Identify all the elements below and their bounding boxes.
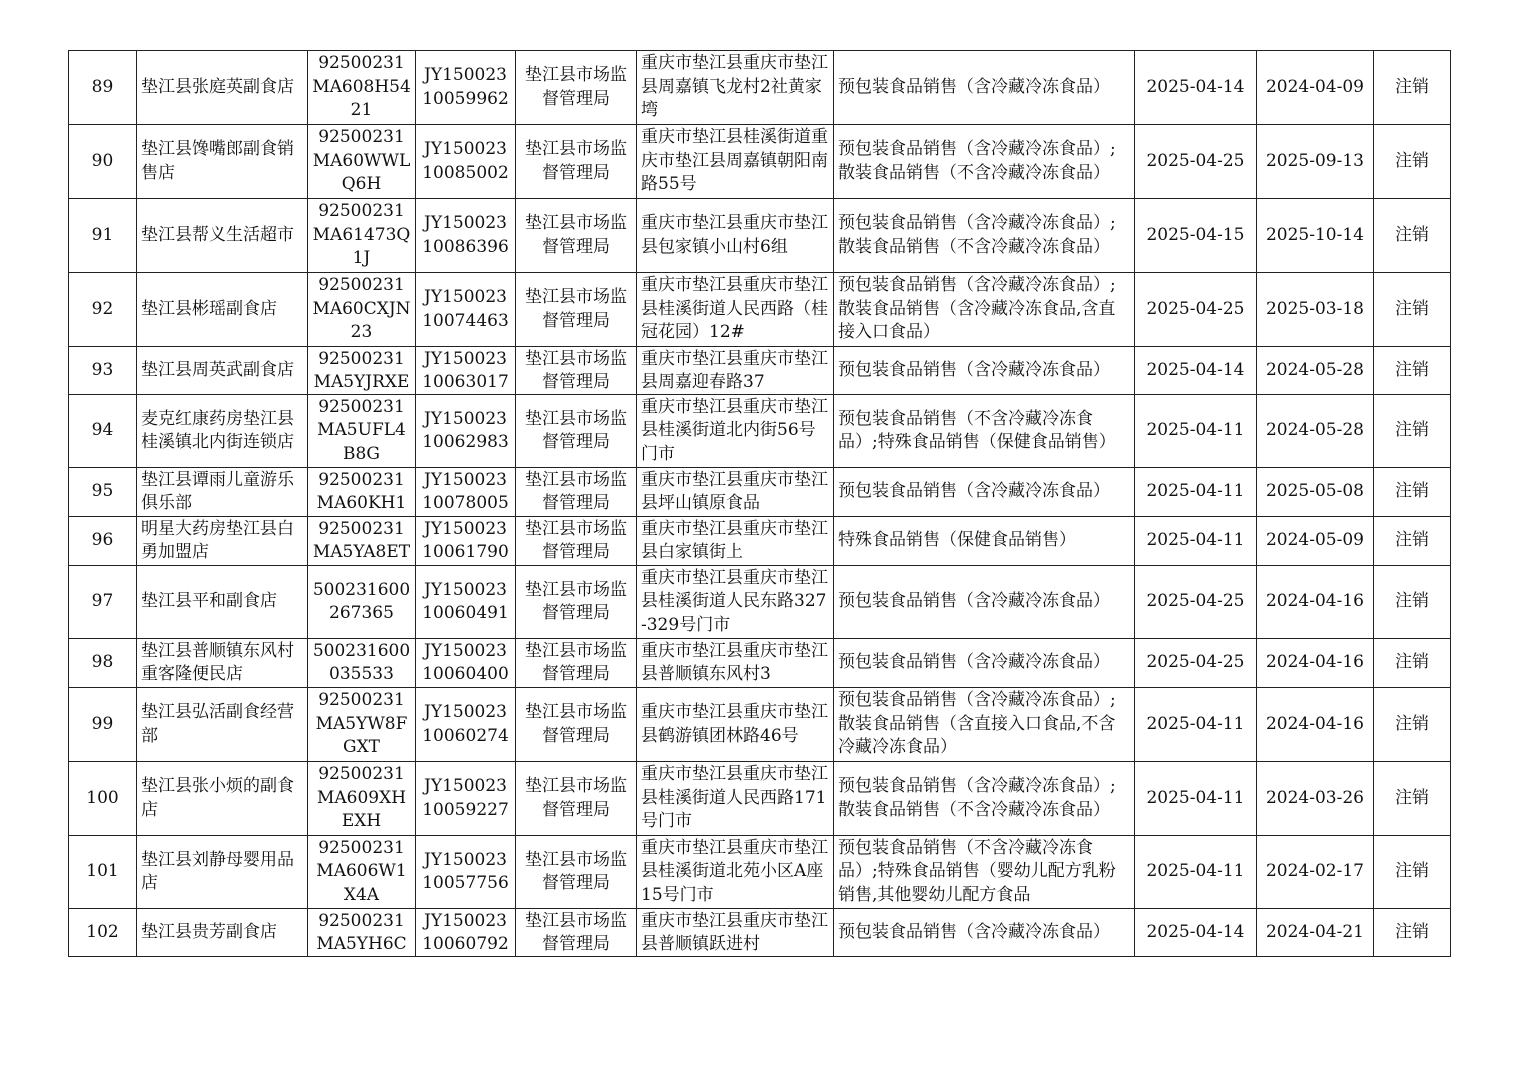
business-address (637, 395, 834, 468)
status-text (1374, 51, 1451, 125)
license-number-text: JY15002310086396 (422, 213, 509, 257)
license-number-text: JY15002310059962 (422, 65, 509, 109)
business-name (137, 199, 308, 273)
business-name (137, 517, 308, 566)
business-name-text: 垫江县馋嘴郎副食销售店 (141, 139, 294, 183)
valid-until-date-text: 2024-05-09 (1265, 530, 1364, 551)
status-text (1374, 199, 1451, 273)
row-number-text: 100 (86, 787, 119, 808)
business-address (637, 836, 834, 909)
valid-until-date (1257, 347, 1374, 395)
issuing-authority-text: 垫江县市场监督管理局 (525, 348, 627, 392)
row-number-text: 102 (86, 921, 119, 942)
business-name-text: 垫江县刘静母婴用品店 (141, 849, 294, 893)
business-name-text: 垫江县张庭英副食店 (141, 76, 294, 97)
credit-code-text: 500231600035533 (312, 640, 411, 684)
business-address-text: 重庆市垫江县重庆市垫江县普顺镇跃进村 (641, 910, 828, 954)
status-text-text: 注销 (1395, 713, 1429, 734)
license-number (416, 395, 516, 468)
issuing-authority-text: 垫江县市场监督管理局 (525, 776, 627, 820)
status-text (1374, 468, 1451, 517)
business-scope-text: 预包装食品销售（含冷藏冷冻食品）;散装食品销售（不含冷藏冷冻食品） (838, 213, 1116, 257)
status-text (1374, 639, 1451, 688)
valid-until-date-text: 2024-05-28 (1265, 359, 1364, 380)
business-address-text: 重庆市垫江县重庆市垫江县普顺镇东风村3 (641, 640, 828, 684)
business-scope (834, 566, 1135, 639)
valid-until-date-text: 2024-04-21 (1265, 921, 1364, 942)
license-number (416, 517, 516, 566)
business-name (137, 395, 308, 468)
issuing-authority-text: 垫江县市场监督管理局 (525, 287, 627, 331)
issuing-authority (516, 566, 637, 639)
issuing-authority-text: 垫江县市场监督管理局 (525, 702, 627, 746)
status-text (1374, 836, 1451, 909)
issuing-authority-text: 垫江县市场监督管理局 (525, 849, 627, 893)
status-text (1374, 517, 1451, 566)
cancellation-date (1135, 836, 1257, 909)
business-address (637, 273, 834, 347)
issuing-authority-text: 垫江县市场监督管理局 (525, 640, 627, 684)
business-scope (834, 836, 1135, 909)
status-text (1374, 688, 1451, 762)
business-address (637, 909, 834, 957)
business-scope-text: 预包装食品销售（含冷藏冷冻食品） (838, 359, 1110, 380)
row-number (69, 762, 137, 836)
business-address-text: 重庆市垫江县重庆市垫江县周嘉迎春路37 (641, 348, 828, 392)
valid-until-date-text: 2024-04-16 (1265, 713, 1364, 734)
business-address-text: 重庆市垫江县重庆市垫江县鹤游镇团林路46号 (641, 702, 828, 746)
issuing-authority (516, 909, 637, 957)
valid-until-date-text: 2025-10-14 (1265, 224, 1364, 245)
issuing-authority-text: 垫江县市场监督管理局 (525, 65, 627, 109)
issuing-authority-text: 垫江县市场监督管理局 (525, 469, 627, 513)
issuing-authority-text: 垫江县市场监督管理局 (525, 910, 627, 954)
credit-code-text: 92500231MA61473Q1J (312, 201, 411, 269)
credit-code-text: 500231600267365 (312, 579, 411, 623)
credit-code (308, 762, 416, 836)
row-number (69, 51, 137, 125)
row-number-text: 101 (86, 861, 119, 882)
status-text (1374, 762, 1451, 836)
credit-code (308, 566, 416, 639)
business-address (637, 51, 834, 125)
issuing-authority (516, 125, 637, 199)
cancellation-date-text: 2025-04-11 (1146, 481, 1245, 502)
business-name-text: 麦克红康药房垫江县桂溪镇北内街连锁店 (141, 408, 294, 452)
cancellation-date-text: 2025-04-25 (1146, 150, 1245, 171)
cancellation-date-text: 2025-04-11 (1146, 420, 1245, 441)
credit-code (308, 688, 416, 762)
valid-until-date (1257, 762, 1374, 836)
credit-code (308, 836, 416, 909)
business-address (637, 199, 834, 273)
status-text-text: 注销 (1395, 861, 1429, 882)
valid-until-date (1257, 199, 1374, 273)
business-name (137, 51, 308, 125)
business-scope-text: 预包装食品销售（含冷藏冷冻食品） (838, 76, 1110, 97)
row-number-text: 96 (91, 530, 114, 551)
license-number-text: JY15002310060400 (422, 640, 509, 684)
business-name-text: 垫江县贵芳副食店 (141, 921, 277, 942)
credit-code-text: 92500231MA609XHEXH (316, 764, 407, 832)
business-scope-text: 预包装食品销售（含冷藏冷冻食品） (838, 481, 1110, 502)
credit-code-text: 92500231MA606W1X4A (316, 837, 407, 905)
valid-until-date (1257, 125, 1374, 199)
license-number-text: JY15002310060274 (422, 702, 509, 746)
valid-until-date-text: 2025-09-13 (1265, 150, 1364, 171)
table-row (69, 688, 1451, 762)
valid-until-date (1257, 517, 1374, 566)
business-scope-text: 预包装食品销售（不含冷藏冷冻食品）;特殊食品销售（婴幼儿配方乳粉销售,其他婴幼儿配方食品 (838, 837, 1116, 905)
business-name (137, 566, 308, 639)
issuing-authority-text: 垫江县市场监督管理局 (525, 139, 627, 183)
business-name (137, 688, 308, 762)
status-text-text: 注销 (1395, 359, 1429, 380)
business-address-text: 重庆市垫江县重庆市垫江县桂溪街道北苑小区A座15号门市 (641, 837, 828, 905)
credit-code-text: 92500231MA5YW8FGXT (315, 690, 408, 758)
license-number-text: JY15002310085002 (422, 139, 509, 183)
credit-code-text: 92500231MA60CXJN23 (312, 275, 411, 343)
status-text-text: 注销 (1395, 150, 1429, 171)
business-scope (834, 51, 1135, 125)
credit-code-text: 92500231MA5YA8ET (312, 518, 411, 562)
status-text-text: 注销 (1395, 481, 1429, 502)
business-scope-text: 预包装食品销售（含冷藏冷冻食品）;散装食品销售（含直接入口食品,不含冷藏冷冻食品） (838, 690, 1116, 758)
business-scope-text: 预包装食品销售（含冷藏冷冻食品）;散装食品销售（含冷藏冷冻食品,含直接入口食品） (838, 275, 1116, 343)
valid-until-date (1257, 639, 1374, 688)
valid-until-date (1257, 688, 1374, 762)
license-number-text: JY15002310061790 (422, 518, 509, 562)
business-scope (834, 639, 1135, 688)
row-number (69, 566, 137, 639)
credit-code (308, 347, 416, 395)
status-text-text: 注销 (1395, 921, 1429, 942)
business-name-text: 垫江县张小烦的副食店 (141, 776, 294, 820)
issuing-authority (516, 347, 637, 395)
license-number (416, 51, 516, 125)
business-address (637, 762, 834, 836)
table-row (69, 125, 1451, 199)
license-number (416, 639, 516, 688)
license-number (416, 909, 516, 957)
business-name-text: 垫江县弘活副食经营部 (141, 702, 294, 746)
credit-code (308, 395, 416, 468)
license-number-text: JY15002310062983 (422, 408, 509, 452)
license-number (416, 836, 516, 909)
business-scope (834, 688, 1135, 762)
cancellation-date-text: 2025-04-11 (1146, 713, 1245, 734)
business-address (637, 566, 834, 639)
license-number (416, 199, 516, 273)
cancellation-date-text: 2025-04-25 (1146, 591, 1245, 612)
cancellation-date (1135, 273, 1257, 347)
business-address-text: 重庆市垫江县重庆市垫江县包家镇小山村6组 (641, 213, 828, 257)
row-number-text: 94 (91, 420, 114, 441)
row-number (69, 273, 137, 347)
issuing-authority (516, 836, 637, 909)
row-number (69, 688, 137, 762)
valid-until-date (1257, 566, 1374, 639)
cancellation-date (1135, 566, 1257, 639)
valid-until-date-text: 2025-03-18 (1265, 298, 1364, 319)
credit-code (308, 51, 416, 125)
issuing-authority-text: 垫江县市场监督管理局 (525, 518, 627, 562)
license-number (416, 688, 516, 762)
business-name-text: 明星大药房垫江县白勇加盟店 (141, 518, 294, 562)
status-text-text: 注销 (1395, 591, 1429, 612)
business-scope (834, 909, 1135, 957)
valid-until-date (1257, 51, 1374, 125)
business-scope (834, 395, 1135, 468)
business-address-text: 重庆市垫江县重庆市垫江县周嘉镇飞龙村2社黄家塆 (641, 53, 828, 121)
table-row (69, 395, 1451, 468)
cancellation-date (1135, 347, 1257, 395)
business-name-text: 垫江县普顺镇东风村重客隆便民店 (141, 640, 294, 684)
cancellation-date-text: 2025-04-14 (1146, 359, 1245, 380)
cancellation-date (1135, 51, 1257, 125)
business-name (137, 762, 308, 836)
row-number-text: 99 (91, 713, 114, 734)
row-number-text: 95 (91, 481, 114, 502)
valid-until-date (1257, 836, 1374, 909)
status-text-text: 注销 (1395, 787, 1429, 808)
cancellation-date-text: 2025-04-14 (1146, 921, 1245, 942)
issuing-authority-text: 垫江县市场监督管理局 (525, 579, 627, 623)
row-number-text: 91 (91, 224, 114, 245)
status-text (1374, 566, 1451, 639)
status-text (1374, 909, 1451, 957)
status-text-text: 注销 (1395, 224, 1429, 245)
table-row (69, 639, 1451, 688)
cancellation-date-text: 2025-04-11 (1146, 861, 1245, 882)
row-number-text: 89 (91, 76, 114, 97)
business-scope-text: 特殊食品销售（保健食品销售） (838, 530, 1076, 551)
license-number-text: JY15002310063017 (422, 348, 509, 392)
credit-code (308, 125, 416, 199)
row-number (69, 909, 137, 957)
table-body (69, 51, 1451, 957)
row-number (69, 347, 137, 395)
business-scope (834, 347, 1135, 395)
business-address-text: 重庆市垫江县重庆市垫江县桂溪街道北内街56号门市 (641, 396, 828, 464)
issuing-authority-text: 垫江县市场监督管理局 (525, 213, 627, 257)
issuing-authority (516, 395, 637, 468)
issuing-authority (516, 273, 637, 347)
status-text-text: 注销 (1395, 420, 1429, 441)
status-text-text: 注销 (1395, 652, 1429, 673)
license-number (416, 566, 516, 639)
business-address-text: 重庆市垫江县重庆市垫江县桂溪街道人民东路327-329号门市 (641, 567, 828, 635)
status-text (1374, 273, 1451, 347)
cancellation-date (1135, 468, 1257, 517)
issuing-authority (516, 762, 637, 836)
row-number (69, 125, 137, 199)
license-number-text: JY15002310060491 (422, 579, 509, 623)
valid-until-date-text: 2025-05-08 (1265, 481, 1364, 502)
business-scope (834, 199, 1135, 273)
business-scope-text: 预包装食品销售（含冷藏冷冻食品） (838, 652, 1110, 673)
valid-until-date (1257, 468, 1374, 517)
business-address-text: 重庆市垫江县重庆市垫江县桂溪街道人民西路（桂冠花园）12# (641, 275, 828, 343)
table-row (69, 199, 1451, 273)
cancellation-date (1135, 909, 1257, 957)
issuing-authority (516, 517, 637, 566)
valid-until-date (1257, 909, 1374, 957)
table-row (69, 51, 1451, 125)
business-address (637, 517, 834, 566)
business-scope-text: 预包装食品销售（含冷藏冷冻食品） (838, 591, 1110, 612)
table-row (69, 468, 1451, 517)
business-address-text: 重庆市垫江县重庆市垫江县白家镇街上 (641, 518, 828, 562)
business-scope (834, 762, 1135, 836)
status-text (1374, 125, 1451, 199)
license-number (416, 125, 516, 199)
business-scope-text: 预包装食品销售（含冷藏冷冻食品）;散装食品销售（不含冷藏冷冻食品） (838, 776, 1116, 820)
issuing-authority (516, 688, 637, 762)
cancellation-date-text: 2025-04-25 (1146, 298, 1245, 319)
valid-until-date-text: 2024-03-26 (1265, 787, 1364, 808)
row-number-text: 98 (91, 652, 114, 673)
row-number (69, 836, 137, 909)
license-number-text: JY15002310060792 (422, 910, 509, 954)
cancellation-date (1135, 199, 1257, 273)
row-number-text: 92 (91, 298, 114, 319)
cancellation-date (1135, 517, 1257, 566)
business-address (637, 639, 834, 688)
issuing-authority (516, 199, 637, 273)
business-address-text: 重庆市垫江县桂溪街道重庆市垫江县周嘉镇朝阳南路55号 (641, 127, 828, 195)
business-name (137, 125, 308, 199)
business-scope (834, 273, 1135, 347)
cancellation-date-text: 2025-04-14 (1146, 76, 1245, 97)
business-name (137, 273, 308, 347)
business-name (137, 909, 308, 957)
valid-until-date-text: 2024-04-16 (1265, 652, 1364, 673)
cancellation-date-text: 2025-04-15 (1146, 224, 1245, 245)
license-number-text: JY15002310078005 (422, 469, 509, 513)
row-number-text: 97 (91, 591, 114, 612)
valid-until-date-text: 2024-04-16 (1265, 591, 1364, 612)
business-name-text: 垫江县彬瑶副食店 (141, 298, 277, 319)
credit-code (308, 273, 416, 347)
business-scope-text: 预包装食品销售（含冷藏冷冻食品） (838, 921, 1110, 942)
business-name-text: 垫江县帮义生活超市 (141, 224, 294, 245)
license-number (416, 273, 516, 347)
business-address-text: 重庆市垫江县重庆市垫江县桂溪街道人民西路171号门市 (641, 764, 828, 832)
valid-until-date (1257, 273, 1374, 347)
cancellation-date (1135, 762, 1257, 836)
table-row (69, 762, 1451, 836)
credit-code (308, 639, 416, 688)
license-number-text: JY15002310074463 (422, 287, 509, 331)
credit-code (308, 468, 416, 517)
table-row (69, 347, 1451, 395)
cancellation-date (1135, 688, 1257, 762)
license-number-text: JY15002310059227 (422, 776, 509, 820)
cancellation-date-text: 2025-04-11 (1146, 787, 1245, 808)
issuing-authority (516, 51, 637, 125)
valid-until-date-text: 2024-04-09 (1265, 76, 1364, 97)
cancellation-date-text: 2025-04-25 (1146, 652, 1245, 673)
business-address (637, 468, 834, 517)
row-number-text: 90 (91, 150, 114, 171)
business-address-text: 重庆市垫江县重庆市垫江县坪山镇原食品 (641, 469, 828, 513)
credit-code (308, 199, 416, 273)
business-scope (834, 125, 1135, 199)
business-name (137, 639, 308, 688)
business-scope-text: 预包装食品销售（不含冷藏冷冻食品）;特殊食品销售（保健食品销售） (838, 408, 1116, 452)
valid-until-date (1257, 395, 1374, 468)
business-scope (834, 517, 1135, 566)
license-cancellation-table (68, 50, 1451, 957)
license-number (416, 347, 516, 395)
credit-code-text: 92500231MA5YH6C (316, 910, 407, 954)
row-number (69, 199, 137, 273)
credit-code-text: 92500231MA5UFL4B8G (317, 396, 406, 464)
cancellation-date (1135, 125, 1257, 199)
valid-until-date-text: 2024-02-17 (1265, 861, 1364, 882)
status-text-text: 注销 (1395, 298, 1429, 319)
issuing-authority (516, 468, 637, 517)
credit-code (308, 517, 416, 566)
business-name (137, 347, 308, 395)
status-text-text: 注销 (1395, 76, 1429, 97)
issuing-authority (516, 639, 637, 688)
cancellation-date (1135, 395, 1257, 468)
row-number-text: 93 (91, 359, 114, 380)
business-name-text: 垫江县平和副食店 (141, 591, 277, 612)
license-number (416, 762, 516, 836)
business-name-text: 垫江县谭雨儿童游乐俱乐部 (141, 469, 294, 513)
table-row (69, 836, 1451, 909)
business-name (137, 468, 308, 517)
issuing-authority-text: 垫江县市场监督管理局 (525, 408, 627, 452)
table-row (69, 566, 1451, 639)
license-number-text: JY15002310057756 (422, 849, 509, 893)
credit-code (308, 909, 416, 957)
table-row (69, 517, 1451, 566)
table-row (69, 273, 1451, 347)
valid-until-date-text: 2024-05-28 (1265, 420, 1364, 441)
business-address (637, 688, 834, 762)
credit-code-text: 92500231MA5YJRXE (313, 348, 410, 392)
business-name (137, 836, 308, 909)
credit-code-text: 92500231MA60KH1 (316, 469, 407, 513)
row-number (69, 468, 137, 517)
business-address (637, 347, 834, 395)
status-text-text: 注销 (1395, 530, 1429, 551)
status-text (1374, 347, 1451, 395)
business-address (637, 125, 834, 199)
credit-code-text: 92500231MA60WWLQ6H (312, 127, 411, 195)
row-number (69, 395, 137, 468)
row-number (69, 517, 137, 566)
cancellation-date-text: 2025-04-11 (1146, 530, 1245, 551)
credit-code-text: 92500231MA608H5421 (312, 53, 411, 121)
row-number (69, 639, 137, 688)
cancellation-date (1135, 639, 1257, 688)
license-number (416, 468, 516, 517)
table-row (69, 909, 1451, 957)
business-name-text: 垫江县周英武副食店 (141, 359, 294, 380)
business-scope (834, 468, 1135, 517)
business-scope-text: 预包装食品销售（含冷藏冷冻食品）;散装食品销售（不含冷藏冷冻食品） (838, 139, 1116, 183)
status-text (1374, 395, 1451, 468)
